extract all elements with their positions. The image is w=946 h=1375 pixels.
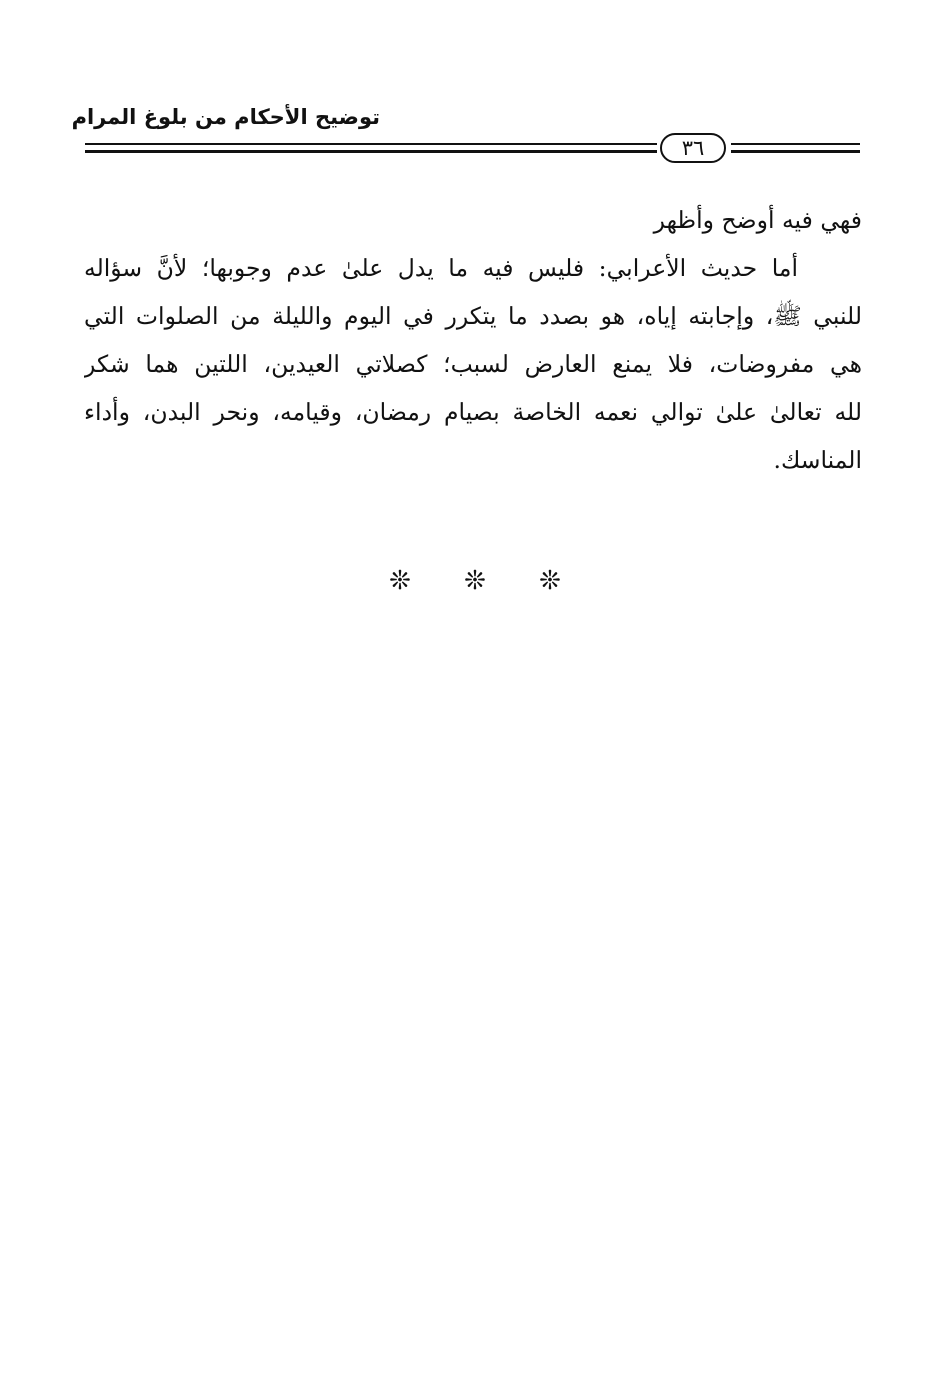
text-line: فهي فيه أوضح وأظهر: [653, 206, 862, 234]
section-separator: [380, 566, 570, 596]
body-text: [84, 196, 862, 484]
text-line: أما حديث الأعرابي: فليس فيه ما يدل علىٰ عدم وجوبها؛ لأنَّ سؤاله: [84, 254, 798, 282]
header-rule: [85, 143, 657, 145]
asterism-mark: ❊: [389, 566, 411, 596]
asterism-mark: ❊: [464, 566, 486, 596]
text-line: المناسك.: [773, 446, 862, 474]
text-line: للنبي ﷺ، وإجابته إياه، هو بصدد ما يتكرر في اليوم والليلة من الصلوات التي: [84, 302, 862, 330]
asterism-mark: ❊: [539, 566, 561, 596]
header-rule: [85, 150, 657, 153]
text-line: لله تعالىٰ علىٰ توالي نعمه الخاصة بصيام رمضان، وقيامه، ونحر البدن، وأداء: [84, 398, 862, 426]
page-number: ٣٦: [681, 136, 705, 160]
header-rule: [731, 150, 860, 153]
header-rule: [731, 143, 860, 145]
text-line: هي مفروضات، فلا يمنع العارض لسبب؛ كصلاتي العيدين، اللتين هما شكر: [84, 350, 862, 378]
page-number-frame: [660, 133, 726, 163]
running-title: توضيح الأحكام من بلوغ المرام: [71, 105, 380, 129]
